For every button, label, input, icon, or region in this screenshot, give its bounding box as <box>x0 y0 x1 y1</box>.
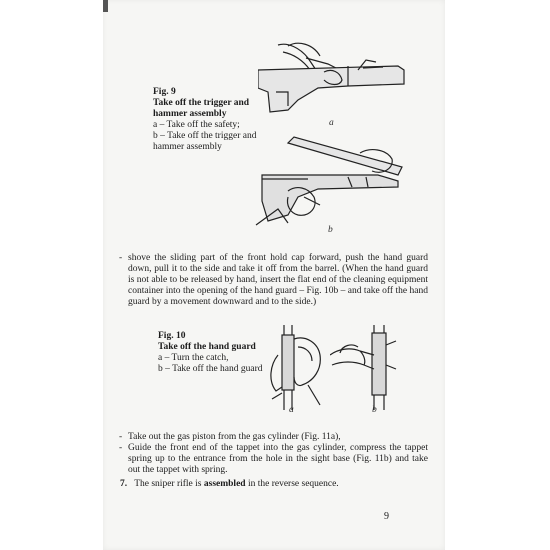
fig10-heading: Take off the hand guard <box>158 342 256 352</box>
paragraph-hand-guard <box>119 253 428 308</box>
paragraph-dash: - <box>119 432 123 442</box>
fig10a-illustration <box>268 325 328 410</box>
paragraph-tappet <box>119 443 428 476</box>
fig10b-label: b <box>372 405 377 415</box>
fig9b-illustration <box>248 135 408 230</box>
step-number: 7. <box>120 479 128 489</box>
step-7 <box>120 479 420 490</box>
fig10b-illustration <box>330 325 402 410</box>
paragraph-dash: - <box>119 443 123 453</box>
paragraph-gas-piston <box>119 432 428 443</box>
fig9a-label: a <box>329 118 334 128</box>
step-text-before: The sniper rifle is <box>134 479 204 489</box>
fig10-item-a: a – Turn the catch, <box>158 353 229 363</box>
fig9-heading: Take off the trigger and hammer assembly <box>153 98 250 119</box>
page-number: 9 <box>384 511 389 522</box>
paragraph-text: shove the sliding part of the front hold cap forward, push the hand guard down, pull it to the side and take it off from the barrel. (When the hand guard is not able to be released by hand, insert the flat end of the cleaning equipment container into the opening of the hand guard – Fig. 10b – and take off the hand guard by a movement downward and to the side.) <box>128 253 428 307</box>
step-text-after: in the reverse sequence. <box>245 479 339 489</box>
fig10-caption <box>158 331 276 375</box>
fig10a-label: a <box>289 405 294 415</box>
paragraph-text: Guide the front end of the tappet into the gas cylinder, compress the tappet spring up to the entrance from the hole in the sight base (Fig. 11b) and take out the tappet with spring. <box>128 443 428 475</box>
fig9-title: Fig. 9 <box>153 87 176 97</box>
page-edge-mark <box>103 0 108 12</box>
step-text-bold: assembled <box>203 479 246 489</box>
fig9b-label: b <box>328 225 333 235</box>
fig9-item-b: b – Take off the trigger and hammer assembly <box>153 131 257 152</box>
fig10-title: Fig. 10 <box>158 331 186 341</box>
fig9-item-a: a – Take off the safety; <box>153 120 240 130</box>
paragraph-dash: - <box>119 253 123 263</box>
fig9a-illustration <box>258 40 408 120</box>
fig10-item-b: b – Take off the hand guard <box>158 364 263 374</box>
paragraph-text: Take out the gas piston from the gas cylinder (Fig. 11a), <box>128 432 341 442</box>
